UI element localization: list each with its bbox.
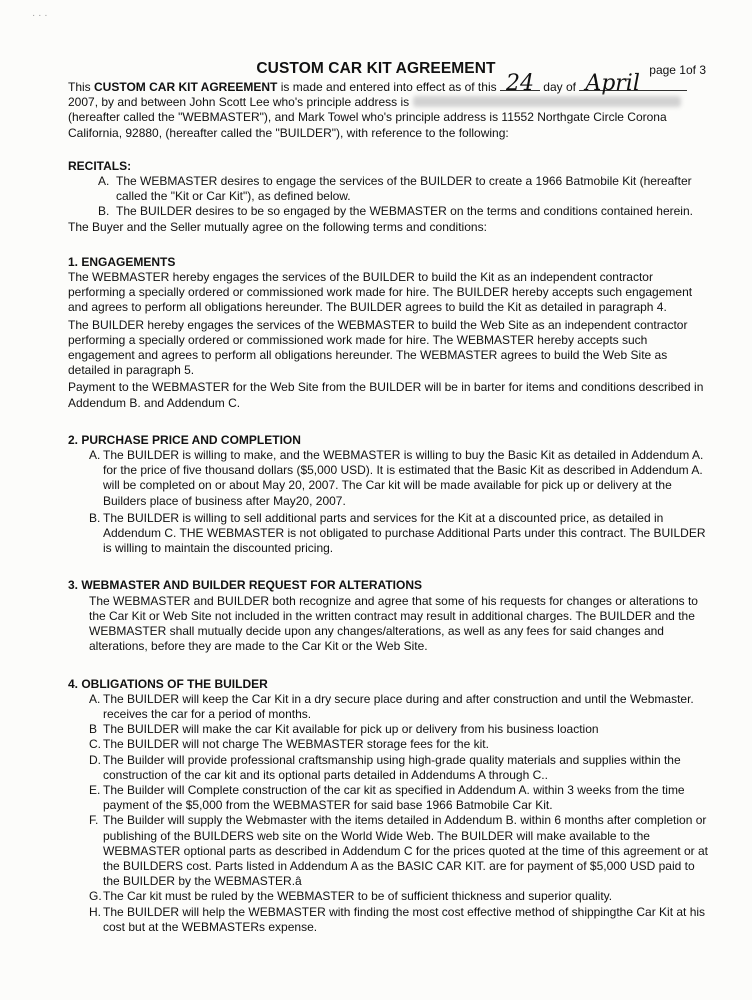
- list-item: [89, 737, 708, 752]
- list-item: [98, 204, 708, 219]
- recitals-section: [68, 159, 708, 220]
- section-paragraph: The BUILDER hereby engages the services of the WEBMASTER to build the Web Site as an independent contractor performing a specially ordered or commissioned work made for hire. The WEBMASTER hereby accepts such engagement and agrees to perform all obligations hereunder. The WEBMASTER agrees to build the Web Site as detailed in paragraph 5.: [68, 317, 688, 378]
- list-item: [89, 692, 708, 722]
- item-text: The Builder will provide professional craftsmanship using high-grade quality materials and supplies within the construction of the car kit and its optional parts detailed in Addendums A through C..: [103, 752, 681, 782]
- item-label: A.: [89, 448, 101, 463]
- document-body: [68, 71, 708, 935]
- item-text: The BUILDER is willing to make, and the WEBMASTER is willing to buy the Basic Kit as detailed in Addendum A. for the price of five thousand dollars ($5,000 USD). It is estimated that the Basic Kit as described in Addendum A. will be completed on or about May 20, 2007. The Car kit will be made available for pick up or delivery at the Builders place of business after May20, 2007.: [103, 448, 704, 508]
- agreement-name: CUSTOM CAR KIT AGREEMENT: [94, 80, 278, 94]
- section-heading: 4. OBLIGATIONS OF THE BUILDER: [68, 676, 268, 691]
- intro-text-d: 2007, by and between John Scott Lee who's principle address is: [68, 95, 413, 110]
- item-label: B: [89, 722, 98, 737]
- item-label: A.: [98, 174, 110, 189]
- list-item: [89, 783, 708, 813]
- list-item: [89, 722, 708, 737]
- item-label: B.: [98, 204, 110, 219]
- list-item: [89, 511, 708, 557]
- page-number: page 1of 3: [649, 63, 706, 77]
- list-item: [89, 448, 708, 509]
- obligations-list: [89, 692, 708, 935]
- list-item: [89, 813, 708, 889]
- section-paragraph: The WEBMASTER and BUILDER both recognize and agree that some of his requests for changes or alterations to the Car Kit or Web Site not included in the written contract may result in additional charges. The BUILDER and the WEBMASTER shall mutually decide upon any changes/alterations, as well as any fees for said changes and alterations, before they are made to the Car Kit or the Web Site.: [89, 593, 698, 654]
- recitals-heading: RECITALS:: [68, 158, 132, 173]
- list-item: [89, 889, 708, 904]
- item-text: The Builder will Complete construction of the car kit as specified in Addendum A. within 3 weeks from the time payment of the $5,000 from the WEBMASTER for said base 1966 Batmobile Car Kit.: [103, 782, 685, 813]
- intro-text-c: day of: [539, 80, 580, 94]
- item-label: F.: [89, 813, 99, 828]
- item-text: The BUILDER will not charge The WEBMASTER storage fees for the kit.: [103, 737, 489, 752]
- item-label: B.: [89, 510, 101, 525]
- section-paragraph: The WEBMASTER hereby engages the services of the BUILDER to build the Kit as an independent contractor performing a specially ordered or commissioned work made for hire. The BUILDER hereby accepts such engagement and agrees to perform all obligations hereunder. The BUILDER agrees to build the Kit as detailed in paragraph 4.: [68, 270, 693, 315]
- scan-specks: · · ·: [32, 10, 48, 21]
- item-text: The BUILDER will make the car Kit available for pick up or delivery from his business loaction: [103, 722, 599, 737]
- list-item: [89, 905, 708, 935]
- section-alterations: [68, 578, 708, 654]
- item-label: G.: [89, 889, 102, 904]
- intro-text-a: This: [68, 80, 95, 94]
- document-title: CUSTOM CAR KIT AGREEMENT: [256, 60, 496, 77]
- purchase-list: [89, 448, 708, 556]
- item-text: The WEBMASTER desires to engage the services of the BUILDER to create a 1966 Batmobile Kit (hereafter called the "Kit or Car Kit"), as defined below.: [116, 174, 692, 204]
- item-label: A.: [89, 691, 101, 706]
- section-heading: 3. WEBMASTER AND BUILDER REQUEST FOR ALTERATIONS: [68, 578, 422, 593]
- section-purchase-price: [68, 433, 708, 557]
- item-text: The Builder will supply the Webmaster with the items detailed in Addendum B. within 6 months after completion or publishing of the BUILDERS web site on the World Wide Web. The BUILDER will make available to the WEBMASTER optional parts as described in Addendum C for the prices quoted at the time of this agreement or at the BUILDERS cost. Parts listed in Addendum A as the BASIC CAR KIT. are for payment of $5,000 USD paid to the BUILDER by the WEBMASTER.â: [103, 813, 708, 889]
- item-text: The BUILDER is willing to sell additional parts and services for the Kit at a discounted price, as detailed in Addendum C. THE WEBMASTER is not obligated to purchase Additional Parts under this contract. The BUILDER is willing to maintain the discounted pricing.: [103, 510, 706, 556]
- section-paragraph: Payment to the WEBMASTER for the Web Site from the BUILDER will be in barter for items and conditions described in Addendum B. and Addendum C.: [68, 380, 704, 410]
- item-label: C.: [89, 737, 101, 752]
- section-obligations: [68, 677, 708, 935]
- item-label: E.: [89, 782, 101, 797]
- redacted-address: [413, 96, 681, 107]
- intro-paragraph: [68, 71, 708, 141]
- recitals-list: [98, 174, 708, 220]
- list-item: [98, 174, 708, 204]
- item-text: The BUILDER desires to be so engaged by the WEBMASTER on the terms and conditions contained herein.: [116, 204, 693, 219]
- intro-text-e: (hereafter called the "WEBMASTER"), and Mark Towel who's principle address is 11552 Northgate Circle Corona California, 92880, (hereafter called the "BUILDER"), with reference to the following:: [68, 110, 667, 140]
- section-heading: 2. PURCHASE PRICE AND COMPLETION: [68, 432, 301, 447]
- section-engagements: [68, 255, 708, 411]
- item-text: The Car kit must be ruled by the WEBMASTER to be of sufficient thickness and superior quality.: [103, 889, 613, 904]
- item-text: The BUILDER will help the WEBMASTER with finding the most cost effective method of shippingthe Car Kit at his cost but at the WEBMASTERs expense.: [103, 904, 706, 934]
- list-item: [89, 753, 708, 783]
- intro-text-b: is made and entered into effect as of this: [277, 80, 500, 94]
- handwritten-day: 24: [500, 78, 540, 91]
- item-label: D.: [89, 752, 101, 767]
- item-label: H.: [89, 904, 101, 919]
- item-text: The BUILDER will keep the Car Kit in a dry secure place during and after construction and until the Webmaster. receives the car for a period of months.: [103, 691, 694, 721]
- handwritten-month: April: [579, 78, 687, 91]
- section-heading: 1. ENGAGEMENTS: [68, 254, 176, 269]
- agreement-statement: The Buyer and the Seller mutually agree on the following terms and conditions:: [68, 219, 487, 234]
